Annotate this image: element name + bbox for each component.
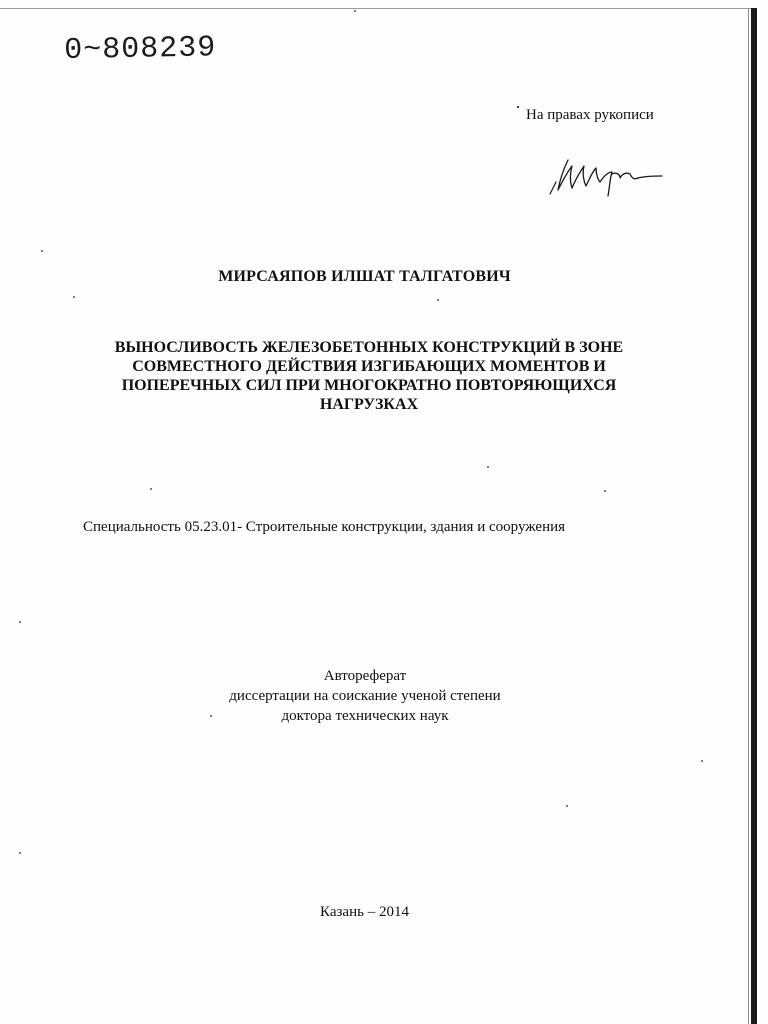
scan-speck (150, 488, 152, 490)
rights-note: На правах рукописи (526, 107, 654, 123)
inventory-stamp: 0~808239 (64, 31, 217, 68)
scan-speck (487, 466, 489, 468)
scan-speck (354, 10, 356, 12)
scan-speck (19, 852, 21, 854)
scan-speck (517, 106, 519, 108)
scan-speck (604, 490, 606, 492)
scan-speck (566, 805, 568, 807)
title-line: СОВМЕСТНОГО ДЕЙСТВИЯ ИЗГИБАЮЩИХ МОМЕНТОВ И (132, 358, 606, 375)
title-line: ПОПЕРЕЧНЫХ СИЛ ПРИ МНОГОКРАТНО ПОВТОРЯЮЩИХСЯ (121, 377, 617, 394)
title-line: ВЫНОСЛИВОСТЬ ЖЕЛЕЗОБЕТОННЫХ КОНСТРУКЦИЙ В ЗОНЕ (114, 339, 624, 356)
place-and-year: Казань – 2014 (320, 904, 409, 920)
document-type-line: диссертации на соискание ученой степени (229, 688, 501, 704)
scan-speck (437, 299, 439, 301)
dissertation-title (70, 338, 668, 414)
scan-speck (210, 715, 212, 717)
document-type (200, 666, 530, 726)
handwritten-signature (546, 152, 666, 204)
scan-speck (73, 296, 75, 298)
scan-edge-top (0, 8, 754, 9)
scan-edge-right-inner (748, 8, 749, 1024)
author-name: МИРСАЯПОВ ИЛШАТ ТАЛГАТОВИЧ (218, 268, 511, 285)
scan-speck (41, 250, 43, 252)
specialty-line: Специальность 05.23.01- Строительные конструкции, здания и сооружения (83, 519, 566, 535)
scan-speck (701, 760, 703, 762)
scan-edge-right (751, 8, 757, 1024)
title-line: НАГРУЗКАХ (319, 396, 419, 413)
document-type-line: доктора технических наук (281, 708, 449, 724)
scan-speck (19, 621, 21, 623)
document-type-line: Автореферат (323, 668, 407, 684)
